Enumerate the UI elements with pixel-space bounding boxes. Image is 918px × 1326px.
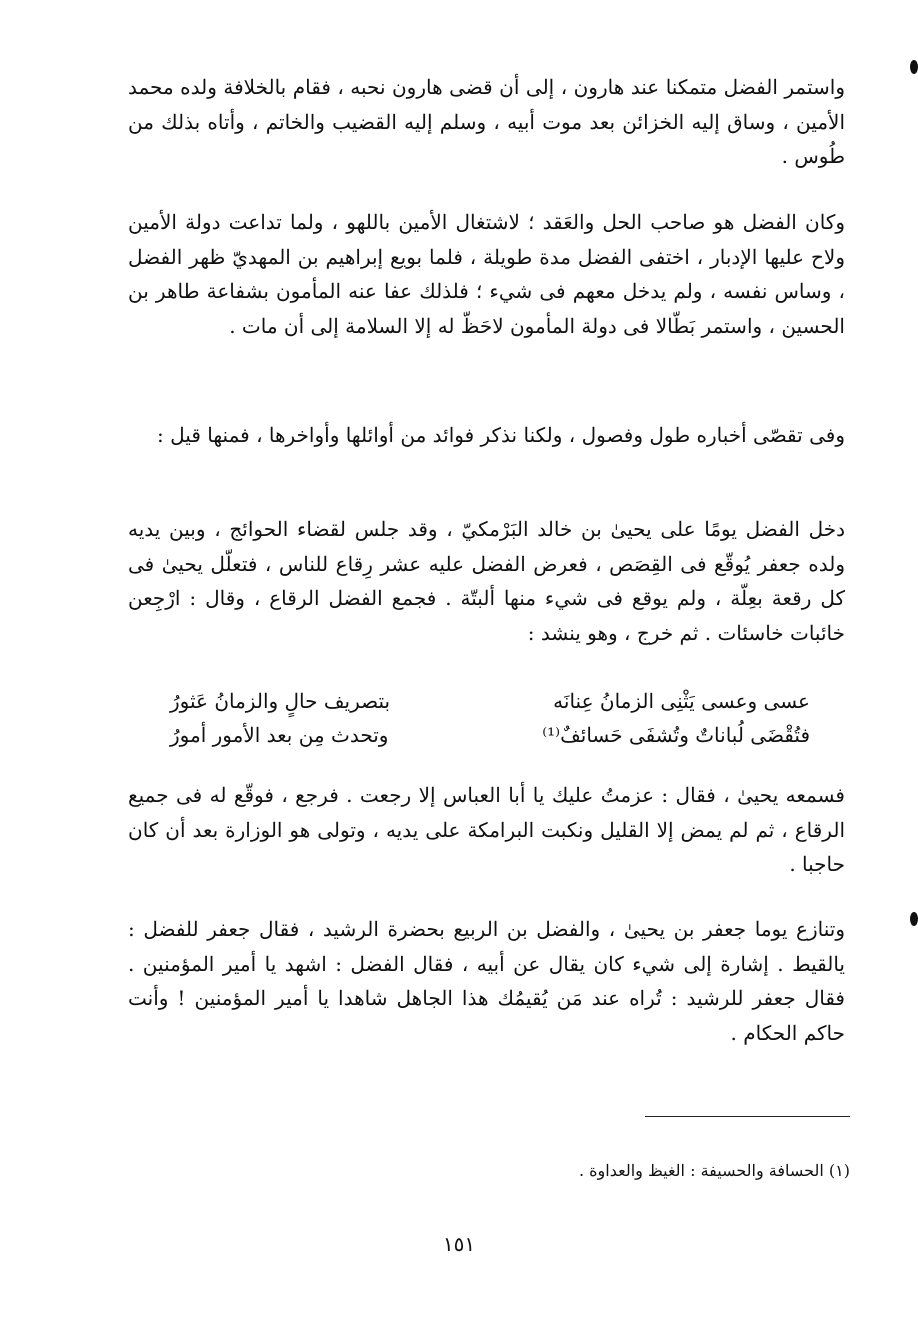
footnote-rule: [645, 1116, 850, 1117]
paragraph-text: وكان الفضل هو صاحب الحل والعَقد ؛ لاشتغال الأمين باللهو ، ولما تداعت دولة الأمين ولاح عليها الإدبار ، اختفى الفضل مدة طويلة ، فلما بويع إبراهيم بن المهديّ ظهر الفضل ، وساس نفسه ، ولم يدخل معهم فى شيء ؛ فلذلك عفا عنه المأمون بشفاعة طاهر بن الحسين ، واستمر بَطّالا فى دولة المأمون لاحَظّ له إلا السلامة إلى أن مات .: [128, 210, 845, 338]
poem: [170, 684, 810, 752]
poem-hemistich-first: عسى وعسى يَثْنِى الزمانُ عِنانَه: [553, 689, 810, 713]
footnote: (١) الحسافة والحسيفة : الغيظ والعداوة .: [578, 1161, 850, 1180]
poem-hemistich-second: وتحدث مِن بعد الأمور أمورُ: [170, 723, 389, 747]
paragraph: [128, 418, 845, 453]
paragraph-text: واستمر الفضل متمكنا عند هارون ، إلى أن قضى هارون نحبه ، فقام بالخلافة ولده محمد الأمين ، وساق إليه الخزائن بعد موت أبيه ، وسلم إليه القضيب والخاتم ، وأتاه بذلك من طُوس .: [128, 75, 845, 168]
paragraph-text: وفى تقصّى أخباره طول وفصول ، ولكنا نذكر فوائد من أوائلها وأواخرها ، فمنها قيل :: [157, 423, 845, 447]
paragraph-text: وتنازع يوما جعفر بن يحيىٰ ، والفضل بن الربيع بحضرة الرشيد ، فقال جعفر للفضل : يالقيط . إشارة إلى شيء كان يقال عن أبيه ، فقال الفضل : اشهد يا أمير المؤمنين . فقال جعفر للرشيد : تُراه عند مَن يُقيمُك هذا الجاهل شاهدا يا أمير المؤمنين ! وأنت حاكم الحكام .: [128, 917, 845, 1045]
poem-line: [170, 684, 810, 718]
page-number: ١٥١: [442, 1232, 476, 1256]
paragraph: [128, 912, 845, 1050]
paragraph: [128, 70, 845, 174]
paragraph: [128, 205, 845, 343]
paragraph-text: دخل الفضل يومًا على يحيىٰ بن خالد البَرْمكيّ ، وقد جلس لقضاء الحوائج ، وبين يديه ولده جعفر يُوقّع فى القِصَص ، فعرض الفضل عليه عشر رِقاع للناس ، فتعلّل يحيىٰ فى كل رقعة بعِلّة ، ولم يوقع فى شيء منها ألبتّة . فجمع الفضل الرقاع ، وقال : ارْجِعن خائبات خاسئات . ثم خرج ، وهو ينشد :: [128, 517, 845, 645]
paragraph: [128, 778, 845, 882]
margin-mark: [910, 912, 918, 926]
paragraph: [128, 512, 845, 650]
paragraph-text: فسمعه يحيىٰ ، فقال : عزمتُ عليك يا أبا العباس إلا رجعت . فرجع ، فوقّع له فى جميع الرقاع ، ثم لم يمض إلا القليل ونكبت البرامكة على يديه ، وتولى هو الوزارة بعد أن كان حاجبا .: [128, 783, 845, 876]
poem-line: [170, 718, 810, 752]
poem-hemistich-first: فتُقْضَى لُباناتٌ وتُشفَى حَسائفٌ⁽¹⁾: [542, 723, 810, 747]
margin-mark: [910, 60, 918, 74]
poem-hemistich-second: بتصريف حالٍ والزمانُ عَثورُ: [170, 689, 391, 713]
